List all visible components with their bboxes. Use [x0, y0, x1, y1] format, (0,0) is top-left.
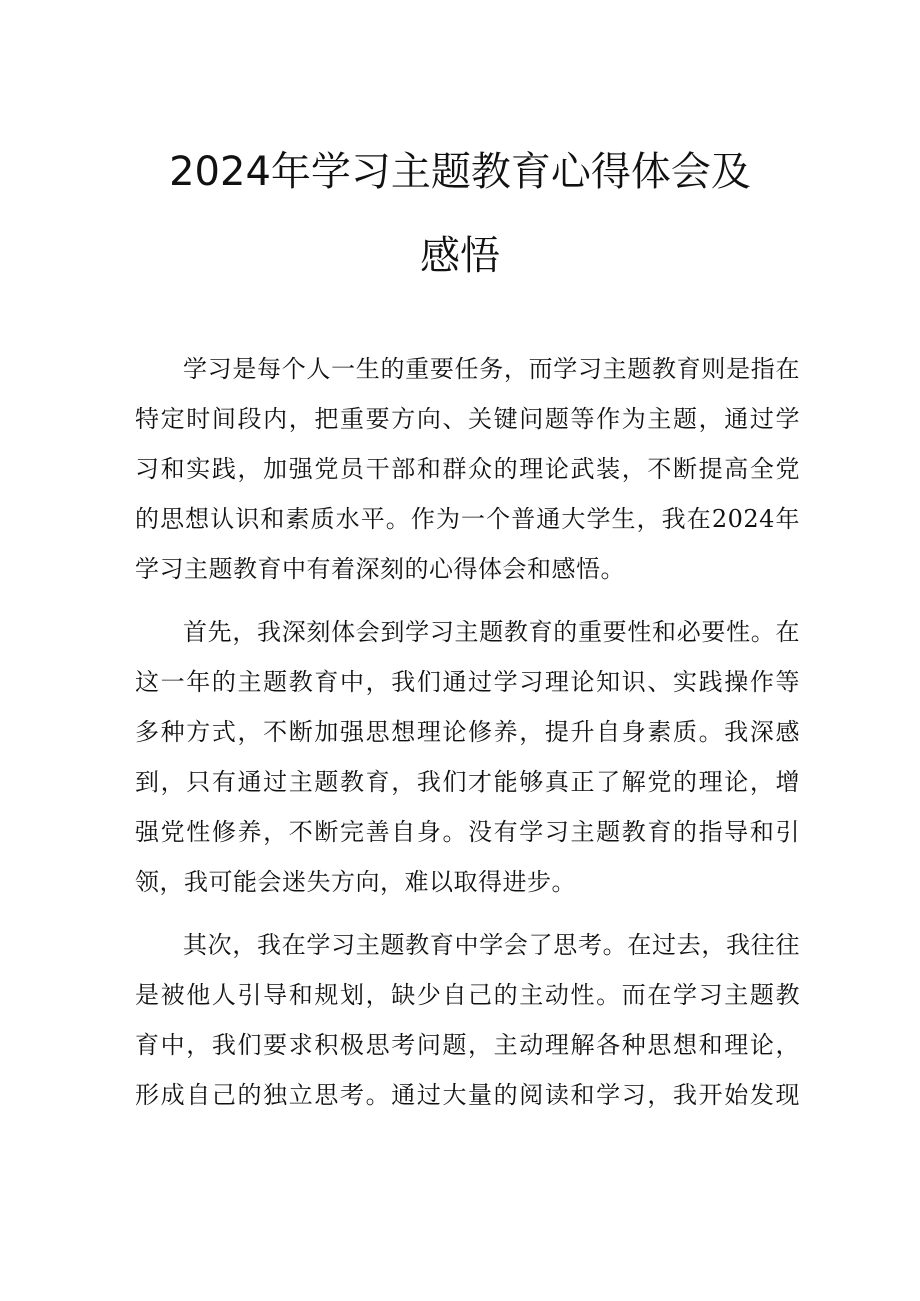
- paragraph-line: 其次，我在学习主题教育中学会了思考。在过去，我往往: [183, 931, 800, 959]
- paragraph-line: 习和实践，加强党员干部和群众的理论武装，不断提高全党: [135, 455, 800, 483]
- paragraph-line: 形成自己的独立思考。通过大量的阅读和学习，我开始发现: [135, 1081, 800, 1109]
- paragraph-line: 的思想认识和素质水平。作为一个普通大学生，我在2024年: [135, 505, 800, 533]
- paragraph-line: 首先，我深刻体会到学习主题教育的重要性和必要性。在: [183, 618, 800, 646]
- paragraph-line: 特定时间段内，把重要方向、关键问题等作为主题，通过学: [135, 405, 800, 433]
- paragraph-line: 多种方式，不断加强思想理论修养，提升自身素质。我深感: [135, 718, 800, 746]
- paragraph-line: 学习是每个人一生的重要任务，而学习主题教育则是指在: [183, 355, 800, 383]
- paragraph-line: 到，只有通过主题教育，我们才能够真正了解党的理论，增: [135, 768, 800, 796]
- paragraph-line: 这一年的主题教育中，我们通过学习理论知识、实践操作等: [135, 668, 800, 696]
- document-title-line-2: 感悟: [420, 233, 500, 279]
- paragraph-line: 强党性修养，不断完善自身。没有学习主题教育的指导和引: [135, 818, 800, 846]
- paragraph-line: 领，我可能会迷失方向，难以取得进步。: [135, 868, 576, 896]
- paragraph-line: 育中，我们要求积极思考问题，主动理解各种思想和理论，: [135, 1031, 800, 1059]
- paragraph-line: 学习主题教育中有着深刻的心得体会和感悟。: [135, 555, 625, 583]
- document-title-line-1: 2024年学习主题教育心得体会及: [169, 149, 751, 195]
- paragraph-line: 是被他人引导和规划，缺少自己的主动性。而在学习主题教: [135, 981, 800, 1009]
